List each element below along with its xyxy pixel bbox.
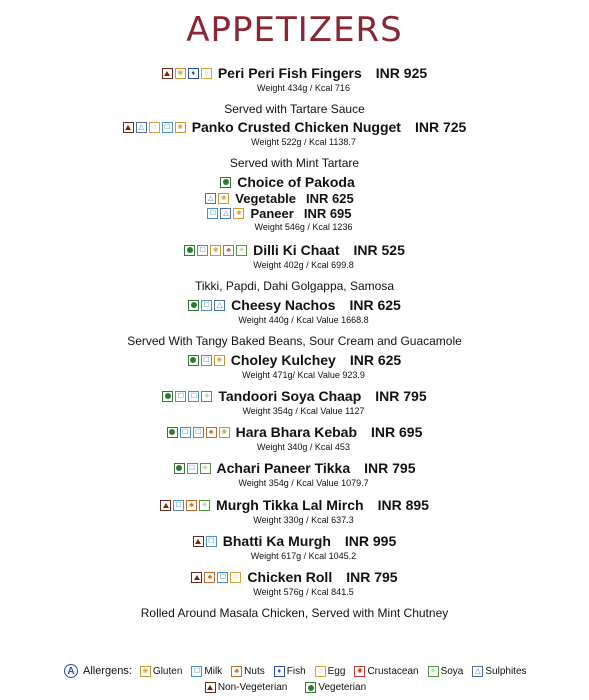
egg-icon: ○ xyxy=(315,666,326,677)
soya-icon: ✧ xyxy=(201,391,212,402)
sulphites-icon: △ xyxy=(205,193,216,204)
item-price: INR 995 xyxy=(344,533,397,549)
sub-item-price: INR 695 xyxy=(303,206,352,221)
dietary-icons xyxy=(174,463,211,474)
legend-label: Crustacean xyxy=(367,665,419,677)
gluten-icon: ❀ xyxy=(140,666,151,677)
legend-label: Egg xyxy=(327,665,346,677)
milk-icon: ☐ xyxy=(180,427,191,438)
item-name: Bhatti Ka Murgh xyxy=(222,533,331,549)
item-name: Hara Bhara Kebab xyxy=(235,424,358,440)
item-description: Tikki, Papdi, Dahi Golgappa, Samosa xyxy=(195,279,394,293)
milk-icon: ☐ xyxy=(197,245,208,256)
veg-icon xyxy=(174,463,185,474)
item-nutrition: Weight 354g / Kcal Value 1127 xyxy=(242,406,365,416)
menu-item xyxy=(0,118,589,170)
soya-icon: ✧ xyxy=(200,463,211,474)
menu-item xyxy=(0,173,589,233)
legend-label: Non-Vegeterian xyxy=(217,682,288,693)
crustacean-icon: ✺ xyxy=(354,666,365,677)
milk-icon: ☐ xyxy=(206,536,217,547)
menu-item xyxy=(0,459,589,489)
soya-icon: ✧ xyxy=(236,245,247,256)
menu-item xyxy=(0,241,589,293)
veg-icon xyxy=(184,245,195,256)
fish-icon: ♦ xyxy=(188,68,199,79)
milk-icon: ☐ xyxy=(201,300,212,311)
item-price: INR 925 xyxy=(375,65,428,81)
dietary-icons xyxy=(167,427,230,438)
gluten-icon: ❀ xyxy=(214,355,225,366)
item-price: INR 725 xyxy=(414,119,467,135)
sub-item-price: INR 625 xyxy=(306,191,354,206)
legend-label: Soya xyxy=(440,665,464,677)
nonveg-icon xyxy=(191,572,202,583)
legend-label: Milk xyxy=(204,665,223,677)
allergen-legend xyxy=(64,664,536,678)
item-price: INR 625 xyxy=(349,352,402,368)
legend-milk xyxy=(191,666,222,677)
nuts-icon: ♣ xyxy=(186,500,197,511)
milk-icon: ☐ xyxy=(207,208,218,219)
dietary-icons xyxy=(207,208,244,219)
sulphites-icon: △ xyxy=(472,666,483,677)
item-name: Chicken Roll xyxy=(247,569,333,585)
item-description: Served with Tartare Sauce xyxy=(224,102,365,116)
menu-item xyxy=(0,351,589,381)
menu-item xyxy=(0,568,589,620)
item-price: INR 795 xyxy=(364,460,416,476)
nuts-icon: ♣ xyxy=(223,245,234,256)
dietary-icons xyxy=(220,177,231,188)
dietary-icons xyxy=(191,572,241,583)
item-nutrition: Weight 440g / Kcal Value 1668.8 xyxy=(238,315,369,325)
dietary-icons xyxy=(184,245,247,256)
allergen-list xyxy=(140,666,536,677)
item-price: INR 525 xyxy=(353,242,405,258)
menu-item xyxy=(0,496,589,526)
dietary-icons xyxy=(162,391,212,402)
legend-label: Gluten xyxy=(152,665,183,677)
gluten-icon: ❀ xyxy=(218,193,229,204)
milk-icon: ☐ xyxy=(217,572,228,583)
item-nutrition: Weight 546g / Kcal 1236 xyxy=(254,222,353,232)
legend-label: Fish xyxy=(286,665,306,677)
legend-label: Nuts xyxy=(244,665,265,677)
allergen-marker-icon: A xyxy=(64,664,78,678)
item-price: INR 795 xyxy=(375,388,427,404)
item-name: Tandoori Soya Chaap xyxy=(218,388,362,404)
nonveg-icon xyxy=(123,122,134,133)
item-name: Panko Crusted Chicken Nugget xyxy=(191,119,401,135)
sub-item-name: Paneer xyxy=(250,206,294,221)
item-price: INR 695 xyxy=(371,424,423,440)
milk-icon: ☐ xyxy=(173,500,184,511)
veg-icon xyxy=(305,682,316,693)
page-title: APPETIZERS xyxy=(186,10,403,50)
egg-icon: ○ xyxy=(149,122,160,133)
item-price: INR 895 xyxy=(377,497,429,513)
milk-icon: ☐ xyxy=(193,427,204,438)
item-name: Dilli Ki Chaat xyxy=(253,242,340,258)
nuts-icon: ♣ xyxy=(206,427,217,438)
allergen-legend-label: Allergens: xyxy=(83,665,132,677)
item-name: Murgh Tikka Lal Mirch xyxy=(216,497,364,513)
dietary-icons xyxy=(160,500,210,511)
dietary-icons xyxy=(188,300,225,311)
sulphites-icon: △ xyxy=(220,208,231,219)
veg-icon xyxy=(162,391,173,402)
item-nutrition: Weight 340g / Kcal 453 xyxy=(257,442,350,452)
dietary-icons xyxy=(162,68,212,79)
gluten-icon: ❀ xyxy=(233,208,244,219)
menu-item xyxy=(0,387,589,417)
menu-item xyxy=(0,532,589,562)
item-description: Served with Mint Tartare xyxy=(229,156,360,170)
gluten-icon: ❀ xyxy=(210,245,221,256)
milk-icon: ☐ xyxy=(162,122,173,133)
item-nutrition: Weight 402g / Kcal 699.8 xyxy=(253,260,354,270)
menu-item xyxy=(0,423,589,453)
legend-nonveg xyxy=(205,682,288,693)
legend-veg xyxy=(305,682,366,693)
veg-icon xyxy=(167,427,178,438)
veg-icon xyxy=(188,355,199,366)
legend-nuts xyxy=(231,666,265,677)
legend-fish xyxy=(274,666,306,677)
nonveg-icon xyxy=(193,536,204,547)
legend-egg xyxy=(315,666,346,677)
item-name: Achari Paneer Tikka xyxy=(216,460,351,476)
item-nutrition: Weight 617g / Kcal 1045.2 xyxy=(250,551,357,561)
milk-icon: ☐ xyxy=(188,391,199,402)
item-description: Served With Tangy Baked Beans, Sour Cream and Guacamole xyxy=(127,334,462,348)
sub-item xyxy=(0,191,589,206)
item-nutrition: Weight 330g / Kcal 637.3 xyxy=(253,515,354,525)
sulphites-icon: △ xyxy=(136,122,147,133)
item-name: Cheesy Nachos xyxy=(231,297,336,313)
milk-icon: ☐ xyxy=(187,463,198,474)
legend-sulphites xyxy=(472,666,526,677)
nuts-icon: ♣ xyxy=(231,666,242,677)
milk-icon: ☐ xyxy=(201,355,212,366)
egg-icon: ○ xyxy=(201,68,212,79)
legend-gluten xyxy=(140,666,182,677)
milk-icon: ☐ xyxy=(175,391,186,402)
soya-icon: ✧ xyxy=(199,500,210,511)
veg-icon xyxy=(220,177,231,188)
nuts-icon: ♣ xyxy=(204,572,215,583)
item-nutrition: Weight 522g / Kcal 1138.7 xyxy=(251,137,356,147)
item-name: Choice of Pakoda xyxy=(237,174,355,190)
legend-soya xyxy=(428,666,464,677)
nonveg-icon xyxy=(162,68,173,79)
sulphites-icon: △ xyxy=(214,300,225,311)
item-name: Peri Peri Fish Fingers xyxy=(217,65,362,81)
milk-icon: ☐ xyxy=(191,666,202,677)
gluten-icon: ❀ xyxy=(175,122,186,133)
gluten-icon: ❀ xyxy=(175,68,186,79)
menu-item xyxy=(0,64,589,116)
item-price: INR 795 xyxy=(346,569,398,585)
nonveg-icon xyxy=(160,500,171,511)
item-nutrition: Weight 434g / Kcal 716 xyxy=(257,83,350,93)
diet-legend xyxy=(0,682,589,693)
soya-icon: ✧ xyxy=(428,666,439,677)
item-description: Rolled Around Masala Chicken, Served with Mint Chutney xyxy=(140,606,449,620)
item-nutrition: Weight 354g / Kcal Value 1079.7 xyxy=(238,478,369,488)
nonveg-icon xyxy=(205,682,216,693)
dietary-icons xyxy=(123,122,186,133)
veg-icon xyxy=(188,300,199,311)
legend-label: Vegeterian xyxy=(318,682,367,693)
egg-icon: ○ xyxy=(230,572,241,583)
item-price: INR 625 xyxy=(349,297,401,313)
item-name: Choley Kulchey xyxy=(230,352,336,368)
legend-crustacean xyxy=(354,666,418,677)
item-nutrition: Weight 471g/ Kcal Value 923.9 xyxy=(242,370,365,380)
dietary-icons xyxy=(205,193,229,204)
gluten-icon: ❀ xyxy=(219,427,230,438)
fish-icon: ♦ xyxy=(274,666,285,677)
sub-item xyxy=(0,206,589,221)
dietary-icons xyxy=(193,536,217,547)
item-nutrition: Weight 576g / Kcal 841.5 xyxy=(253,587,354,597)
dietary-icons xyxy=(188,355,225,366)
menu-item xyxy=(0,296,589,348)
legend-label: Sulphites xyxy=(485,665,527,677)
sub-item-name: Vegetable xyxy=(235,191,296,206)
